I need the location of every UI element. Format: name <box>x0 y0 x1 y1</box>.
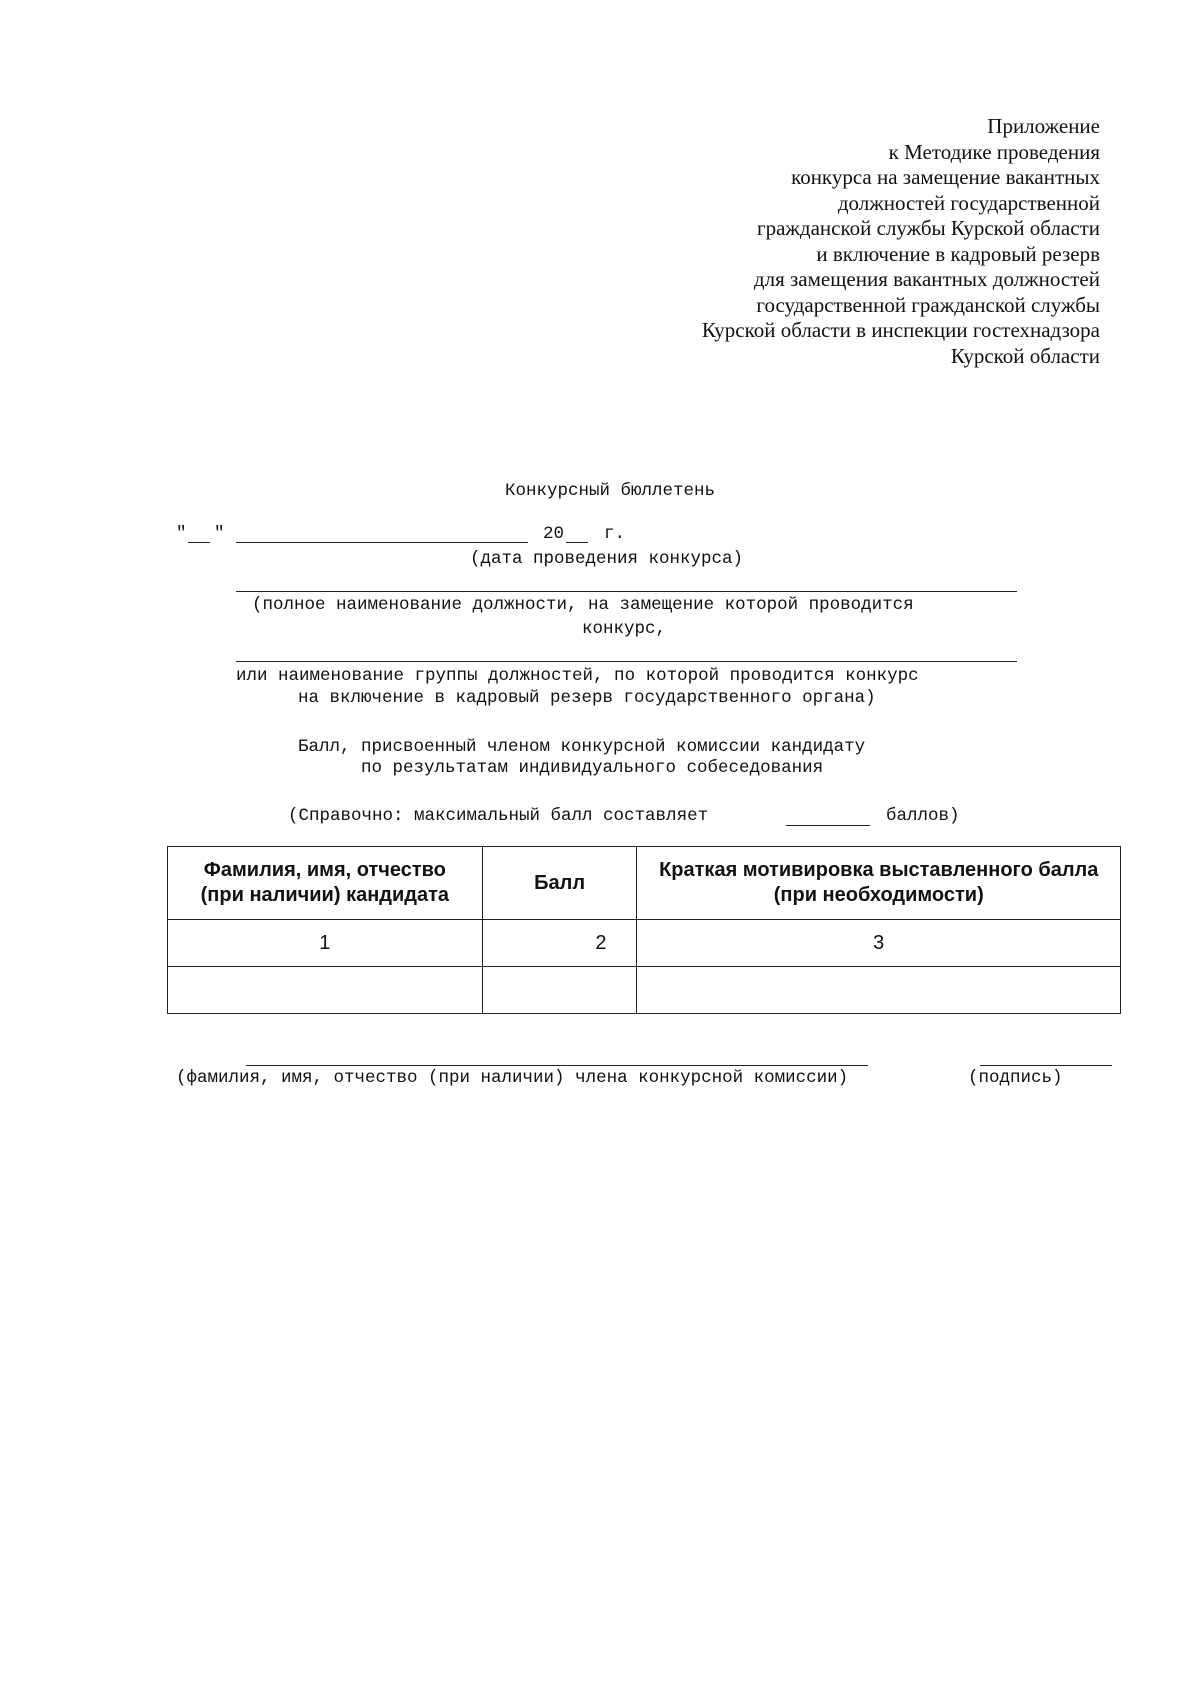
signature-blank-line[interactable] <box>980 1065 1112 1066</box>
position-caption-line1: (полное наименование должности, на замещение которой проводится <box>252 595 914 615</box>
candidate-name-cell[interactable] <box>168 967 483 1014</box>
header-candidate-name <box>168 847 483 920</box>
header-candidate-name-line2: (при наличии) кандидата <box>200 884 450 906</box>
reference-prefix: (Справочно: максимальный балл составляет <box>288 806 709 826</box>
score-cell[interactable] <box>482 967 637 1014</box>
year-blank-line[interactable] <box>566 542 588 543</box>
appendix-line: гражданской службы Курской области <box>756 216 1100 240</box>
appendix-header <box>702 114 1100 369</box>
header-score-label: Балл <box>534 871 586 894</box>
max-score-blank-line[interactable] <box>786 825 870 826</box>
year-prefix: 20 <box>543 524 565 544</box>
reference-suffix: баллов) <box>886 806 960 826</box>
table-row <box>168 967 1121 1014</box>
member-name-caption: (фамилия, имя, отчество (при наличии) члена конкурсной комиссии) <box>176 1068 849 1088</box>
motivation-cell[interactable] <box>637 967 1121 1014</box>
appendix-line: Приложение <box>987 114 1100 138</box>
ballot-table <box>167 846 1121 1014</box>
column-number-1: 1 <box>168 920 483 967</box>
header-motivation-line1: Краткая мотивировка выставленного балла <box>659 859 1099 881</box>
appendix-line: Курской области в инспекции гостехнадзора <box>701 318 1100 342</box>
position-blank-line[interactable] <box>236 591 1017 592</box>
month-blank-line[interactable] <box>236 542 528 543</box>
score-text-line2: по результатам индивидуального собеседования <box>361 758 824 778</box>
year-suffix: г. <box>604 524 626 544</box>
appendix-line: должностей государственной <box>837 190 1100 215</box>
header-motivation-line2: (при необходимости) <box>773 884 984 906</box>
appendix-line: и включение в кадровый резерв <box>816 241 1100 266</box>
table-header-row <box>168 847 1121 920</box>
column-number-3: 3 <box>637 920 1121 967</box>
appendix-line: государственной гражданской службы <box>756 292 1100 317</box>
date-quote-close: " <box>214 524 225 544</box>
appendix-line: для замещения вакантных должностей <box>753 267 1100 291</box>
column-number-2: 2 <box>482 920 637 967</box>
position-caption-line2: конкурс, <box>582 619 667 639</box>
member-name-blank-line[interactable] <box>246 1065 868 1066</box>
document-title: Конкурсный бюллетень <box>505 481 716 501</box>
day-blank-line[interactable] <box>188 542 210 543</box>
header-candidate-name-line1: Фамилия, имя, отчество <box>203 859 446 881</box>
header-motivation <box>637 847 1121 920</box>
score-text-line1: Балл, присвоенный членом конкурсной комиссии кандидату <box>298 737 866 757</box>
position-group-blank-line[interactable] <box>236 661 1017 662</box>
appendix-line: к Методике проведения <box>888 139 1100 164</box>
table-number-row <box>168 920 1121 967</box>
signature-caption: (подпись) <box>968 1068 1063 1088</box>
date-quote-open: " <box>176 524 187 544</box>
appendix-line: Курской области <box>950 343 1100 368</box>
position-caption-line4: на включение в кадровый резерв государственного органа) <box>298 688 876 708</box>
appendix-line: конкурса на замещение вакантных <box>791 165 1100 189</box>
header-score <box>482 847 637 920</box>
date-caption: (дата проведения конкурса) <box>470 549 744 569</box>
position-caption-line3: или наименование группы должностей, по которой проводится конкурс <box>236 666 919 686</box>
